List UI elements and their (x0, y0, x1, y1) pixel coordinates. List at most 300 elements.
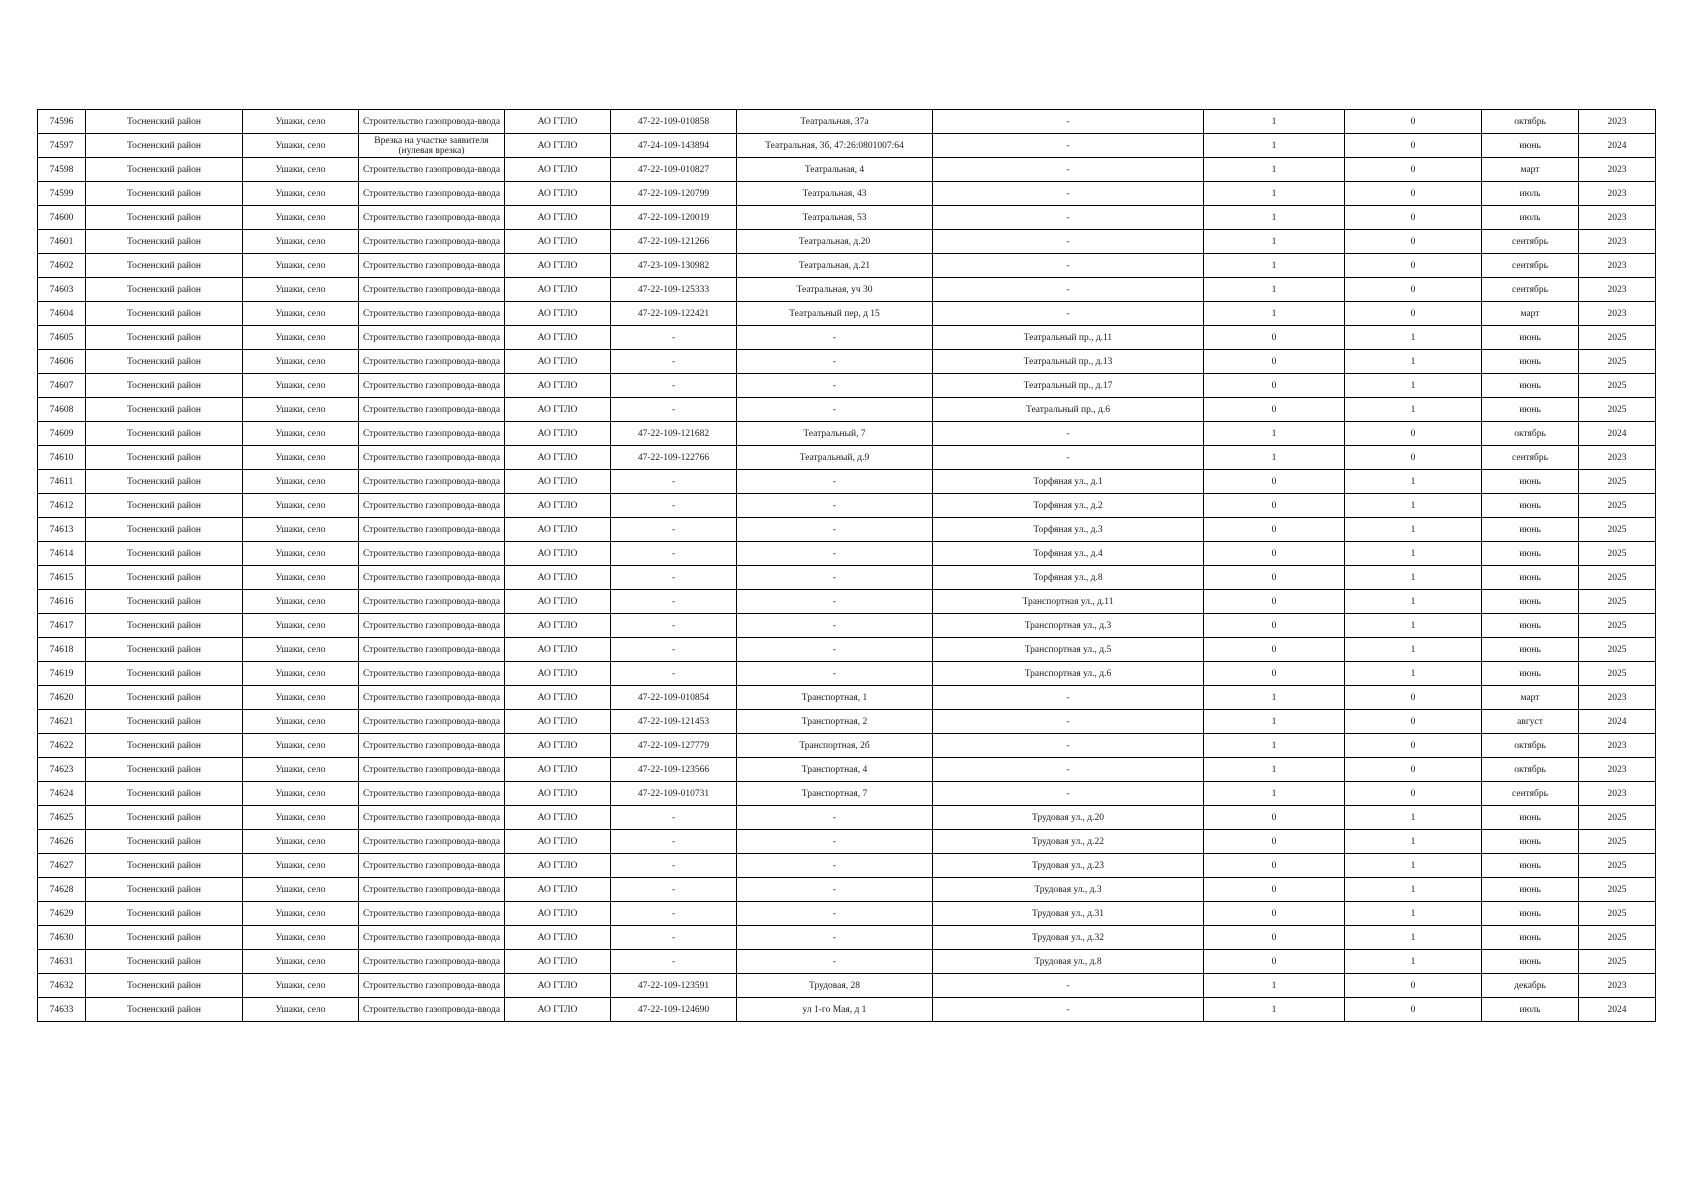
organization-cell: АО ГТЛО (505, 326, 611, 350)
work-type-cell: Строительство газопровода-ввода (359, 206, 505, 230)
work-type-cell: Строительство газопровода-ввода (359, 110, 505, 134)
address-cell: - (737, 398, 933, 422)
settlement-cell: Ушаки, село (243, 494, 359, 518)
row-id-cell: 74624 (38, 782, 86, 806)
count-existing-cell: 1 (1204, 422, 1345, 446)
work-type-cell: Строительство газопровода-ввода (359, 902, 505, 926)
row-id-cell: 74606 (38, 350, 86, 374)
row-id-cell: 74605 (38, 326, 86, 350)
work-type-cell: Строительство газопровода-ввода (359, 638, 505, 662)
work-type-cell: Строительство газопровода-ввода (359, 158, 505, 182)
application-number-cell: 47-22-109-010858 (611, 110, 737, 134)
month-cell: июнь (1482, 470, 1579, 494)
work-type-cell: Строительство газопровода-ввода (359, 374, 505, 398)
work-type-cell: Строительство газопровода-ввода (359, 950, 505, 974)
district-cell: Тосненский район (86, 542, 243, 566)
settlement-cell: Ушаки, село (243, 686, 359, 710)
settlement-cell: Ушаки, село (243, 446, 359, 470)
application-number-cell: - (611, 950, 737, 974)
row-id-cell: 74608 (38, 398, 86, 422)
district-cell: Тосненский район (86, 110, 243, 134)
work-type-cell: Строительство газопровода-ввода (359, 494, 505, 518)
month-cell: октябрь (1482, 422, 1579, 446)
table-row (38, 638, 1656, 662)
work-type-cell: Врезка на участке заявителя (нулевая врезка) (359, 134, 505, 158)
address-cell: - (737, 878, 933, 902)
application-number-cell: 47-22-109-127779 (611, 734, 737, 758)
application-number-cell: - (611, 590, 737, 614)
row-id-cell: 74609 (38, 422, 86, 446)
organization-cell: АО ГТЛО (505, 782, 611, 806)
count-existing-cell: 0 (1204, 854, 1345, 878)
month-cell: июнь (1482, 134, 1579, 158)
count-existing-cell: 1 (1204, 206, 1345, 230)
year-cell: 2025 (1579, 374, 1656, 398)
organization-cell: АО ГТЛО (505, 806, 611, 830)
month-cell: июнь (1482, 638, 1579, 662)
planned-address-cell: - (933, 782, 1204, 806)
application-number-cell: 47-22-109-010731 (611, 782, 737, 806)
count-existing-cell: 0 (1204, 662, 1345, 686)
month-cell: сентябрь (1482, 230, 1579, 254)
planned-address-cell: Транспортная ул., д.3 (933, 614, 1204, 638)
work-type-cell: Строительство газопровода-ввода (359, 614, 505, 638)
planned-address-cell: Трудовая ул., д.3 (933, 878, 1204, 902)
address-cell: - (737, 902, 933, 926)
organization-cell: АО ГТЛО (505, 398, 611, 422)
work-type-cell: Строительство газопровода-ввода (359, 470, 505, 494)
year-cell: 2025 (1579, 590, 1656, 614)
organization-cell: АО ГТЛО (505, 974, 611, 998)
year-cell: 2023 (1579, 782, 1656, 806)
district-cell: Тосненский район (86, 134, 243, 158)
count-existing-cell: 1 (1204, 446, 1345, 470)
application-number-cell: 47-22-109-122421 (611, 302, 737, 326)
year-cell: 2023 (1579, 446, 1656, 470)
district-cell: Тосненский район (86, 926, 243, 950)
district-cell: Тосненский район (86, 950, 243, 974)
application-number-cell: 47-22-109-124690 (611, 998, 737, 1022)
row-id-cell: 74633 (38, 998, 86, 1022)
application-number-cell: 47-22-109-123566 (611, 758, 737, 782)
district-cell: Тосненский район (86, 518, 243, 542)
address-cell: Транспортная, 4 (737, 758, 933, 782)
table-row (38, 494, 1656, 518)
district-cell: Тосненский район (86, 710, 243, 734)
organization-cell: АО ГТЛО (505, 230, 611, 254)
planned-address-cell: - (933, 230, 1204, 254)
count-existing-cell: 0 (1204, 830, 1345, 854)
table-row (38, 974, 1656, 998)
settlement-cell: Ушаки, село (243, 638, 359, 662)
count-existing-cell: 0 (1204, 902, 1345, 926)
count-planned-cell: 0 (1345, 782, 1482, 806)
count-existing-cell: 0 (1204, 590, 1345, 614)
application-number-cell: 47-22-109-121453 (611, 710, 737, 734)
row-id-cell: 74620 (38, 686, 86, 710)
settlement-cell: Ушаки, село (243, 830, 359, 854)
district-cell: Тосненский район (86, 374, 243, 398)
count-existing-cell: 1 (1204, 110, 1345, 134)
settlement-cell: Ушаки, село (243, 326, 359, 350)
count-planned-cell: 1 (1345, 470, 1482, 494)
work-type-cell: Строительство газопровода-ввода (359, 830, 505, 854)
count-existing-cell: 0 (1204, 326, 1345, 350)
address-cell: - (737, 926, 933, 950)
gas-connection-table (37, 109, 1656, 1022)
count-planned-cell: 0 (1345, 158, 1482, 182)
district-cell: Тосненский район (86, 614, 243, 638)
month-cell: июль (1482, 206, 1579, 230)
count-planned-cell: 0 (1345, 710, 1482, 734)
table-row (38, 926, 1656, 950)
address-cell: Трудовая, 28 (737, 974, 933, 998)
district-cell: Тосненский район (86, 734, 243, 758)
address-cell: Театральный пер, д 15 (737, 302, 933, 326)
settlement-cell: Ушаки, село (243, 974, 359, 998)
table-row (38, 590, 1656, 614)
district-cell: Тосненский район (86, 974, 243, 998)
table-row (38, 998, 1656, 1022)
year-cell: 2025 (1579, 542, 1656, 566)
table-row (38, 254, 1656, 278)
count-planned-cell: 1 (1345, 926, 1482, 950)
year-cell: 2023 (1579, 734, 1656, 758)
month-cell: сентябрь (1482, 254, 1579, 278)
table-row (38, 902, 1656, 926)
work-type-cell: Строительство газопровода-ввода (359, 662, 505, 686)
year-cell: 2025 (1579, 926, 1656, 950)
work-type-cell: Строительство газопровода-ввода (359, 710, 505, 734)
year-cell: 2025 (1579, 398, 1656, 422)
application-number-cell: - (611, 566, 737, 590)
row-id-cell: 74611 (38, 470, 86, 494)
count-existing-cell: 1 (1204, 134, 1345, 158)
table-row (38, 398, 1656, 422)
planned-address-cell: - (933, 710, 1204, 734)
organization-cell: АО ГТЛО (505, 206, 611, 230)
address-cell: - (737, 542, 933, 566)
planned-address-cell: - (933, 998, 1204, 1022)
table-row (38, 182, 1656, 206)
count-existing-cell: 1 (1204, 734, 1345, 758)
count-existing-cell: 1 (1204, 758, 1345, 782)
address-cell: - (737, 614, 933, 638)
count-planned-cell: 0 (1345, 110, 1482, 134)
district-cell: Тосненский район (86, 854, 243, 878)
settlement-cell: Ушаки, село (243, 806, 359, 830)
table-row (38, 566, 1656, 590)
settlement-cell: Ушаки, село (243, 590, 359, 614)
count-existing-cell: 0 (1204, 374, 1345, 398)
organization-cell: АО ГТЛО (505, 494, 611, 518)
planned-address-cell: - (933, 446, 1204, 470)
organization-cell: АО ГТЛО (505, 518, 611, 542)
table-row (38, 614, 1656, 638)
year-cell: 2023 (1579, 182, 1656, 206)
application-number-cell: 47-24-109-143894 (611, 134, 737, 158)
work-type-cell: Строительство газопровода-ввода (359, 734, 505, 758)
year-cell: 2025 (1579, 614, 1656, 638)
count-existing-cell: 1 (1204, 278, 1345, 302)
address-cell: - (737, 326, 933, 350)
work-type-cell: Строительство газопровода-ввода (359, 590, 505, 614)
count-planned-cell: 1 (1345, 878, 1482, 902)
count-existing-cell: 1 (1204, 302, 1345, 326)
organization-cell: АО ГТЛО (505, 950, 611, 974)
month-cell: июнь (1482, 662, 1579, 686)
count-planned-cell: 1 (1345, 950, 1482, 974)
organization-cell: АО ГТЛО (505, 902, 611, 926)
count-planned-cell: 1 (1345, 566, 1482, 590)
district-cell: Тосненский район (86, 902, 243, 926)
month-cell: июнь (1482, 926, 1579, 950)
planned-address-cell: - (933, 254, 1204, 278)
row-id-cell: 74619 (38, 662, 86, 686)
organization-cell: АО ГТЛО (505, 998, 611, 1022)
year-cell: 2025 (1579, 350, 1656, 374)
count-existing-cell: 0 (1204, 566, 1345, 590)
count-planned-cell: 1 (1345, 638, 1482, 662)
count-existing-cell: 0 (1204, 638, 1345, 662)
organization-cell: АО ГТЛО (505, 446, 611, 470)
count-planned-cell: 0 (1345, 134, 1482, 158)
year-cell: 2025 (1579, 806, 1656, 830)
month-cell: июль (1482, 182, 1579, 206)
settlement-cell: Ушаки, село (243, 758, 359, 782)
count-planned-cell: 0 (1345, 998, 1482, 1022)
application-number-cell: - (611, 518, 737, 542)
count-planned-cell: 1 (1345, 662, 1482, 686)
work-type-cell: Строительство газопровода-ввода (359, 806, 505, 830)
application-number-cell: - (611, 398, 737, 422)
application-number-cell: 47-22-109-010854 (611, 686, 737, 710)
application-number-cell: 47-22-109-121266 (611, 230, 737, 254)
work-type-cell: Строительство газопровода-ввода (359, 782, 505, 806)
settlement-cell: Ушаки, село (243, 470, 359, 494)
application-number-cell: - (611, 494, 737, 518)
count-planned-cell: 0 (1345, 974, 1482, 998)
application-number-cell: - (611, 542, 737, 566)
organization-cell: АО ГТЛО (505, 614, 611, 638)
address-cell: - (737, 566, 933, 590)
table-row (38, 302, 1656, 326)
count-planned-cell: 0 (1345, 182, 1482, 206)
settlement-cell: Ушаки, село (243, 878, 359, 902)
table-row (38, 518, 1656, 542)
month-cell: июль (1482, 998, 1579, 1022)
application-number-cell: - (611, 662, 737, 686)
planned-address-cell: - (933, 686, 1204, 710)
count-existing-cell: 1 (1204, 998, 1345, 1022)
district-cell: Тосненский район (86, 422, 243, 446)
settlement-cell: Ушаки, село (243, 902, 359, 926)
row-id-cell: 74597 (38, 134, 86, 158)
address-cell: Транспортная, 1 (737, 686, 933, 710)
district-cell: Тосненский район (86, 278, 243, 302)
table-row (38, 446, 1656, 470)
settlement-cell: Ушаки, село (243, 302, 359, 326)
settlement-cell: Ушаки, село (243, 134, 359, 158)
district-cell: Тосненский район (86, 350, 243, 374)
planned-address-cell: Торфяная ул., д.8 (933, 566, 1204, 590)
row-id-cell: 74600 (38, 206, 86, 230)
month-cell: июнь (1482, 902, 1579, 926)
address-cell: Театральная, 37а (737, 110, 933, 134)
count-existing-cell: 1 (1204, 710, 1345, 734)
planned-address-cell: Трудовая ул., д.23 (933, 854, 1204, 878)
year-cell: 2023 (1579, 206, 1656, 230)
work-type-cell: Строительство газопровода-ввода (359, 398, 505, 422)
organization-cell: АО ГТЛО (505, 758, 611, 782)
year-cell: 2025 (1579, 854, 1656, 878)
month-cell: июнь (1482, 518, 1579, 542)
planned-address-cell: Трудовая ул., д.31 (933, 902, 1204, 926)
table-row (38, 326, 1656, 350)
count-existing-cell: 0 (1204, 542, 1345, 566)
address-cell: Театральный, 7 (737, 422, 933, 446)
row-id-cell: 74616 (38, 590, 86, 614)
row-id-cell: 74615 (38, 566, 86, 590)
month-cell: июнь (1482, 830, 1579, 854)
address-cell: Театральная, 43 (737, 182, 933, 206)
table-row (38, 374, 1656, 398)
table-row (38, 158, 1656, 182)
row-id-cell: 74630 (38, 926, 86, 950)
count-existing-cell: 1 (1204, 974, 1345, 998)
address-cell: Театральная, 4 (737, 158, 933, 182)
organization-cell: АО ГТЛО (505, 926, 611, 950)
year-cell: 2023 (1579, 230, 1656, 254)
month-cell: июнь (1482, 350, 1579, 374)
organization-cell: АО ГТЛО (505, 374, 611, 398)
application-number-cell: - (611, 374, 737, 398)
address-cell: Транспортная, 2б (737, 734, 933, 758)
organization-cell: АО ГТЛО (505, 734, 611, 758)
row-id-cell: 74598 (38, 158, 86, 182)
count-planned-cell: 0 (1345, 686, 1482, 710)
table-row (38, 206, 1656, 230)
year-cell: 2025 (1579, 518, 1656, 542)
month-cell: июнь (1482, 398, 1579, 422)
planned-address-cell: - (933, 110, 1204, 134)
table-row (38, 422, 1656, 446)
work-type-cell: Строительство газопровода-ввода (359, 686, 505, 710)
address-cell: Театральная, д.20 (737, 230, 933, 254)
table-row (38, 110, 1656, 134)
district-cell: Тосненский район (86, 206, 243, 230)
address-cell: - (737, 374, 933, 398)
row-id-cell: 74623 (38, 758, 86, 782)
district-cell: Тосненский район (86, 878, 243, 902)
year-cell: 2023 (1579, 758, 1656, 782)
count-planned-cell: 1 (1345, 518, 1482, 542)
work-type-cell: Строительство газопровода-ввода (359, 542, 505, 566)
planned-address-cell: Театральный пр., д.17 (933, 374, 1204, 398)
planned-address-cell: - (933, 758, 1204, 782)
application-number-cell: - (611, 326, 737, 350)
table-row (38, 710, 1656, 734)
settlement-cell: Ушаки, село (243, 110, 359, 134)
table-row (38, 542, 1656, 566)
month-cell: октябрь (1482, 110, 1579, 134)
settlement-cell: Ушаки, село (243, 278, 359, 302)
organization-cell: АО ГТЛО (505, 350, 611, 374)
work-type-cell: Строительство газопровода-ввода (359, 350, 505, 374)
count-existing-cell: 1 (1204, 158, 1345, 182)
organization-cell: АО ГТЛО (505, 182, 611, 206)
settlement-cell: Ушаки, село (243, 254, 359, 278)
settlement-cell: Ушаки, село (243, 542, 359, 566)
month-cell: июнь (1482, 374, 1579, 398)
month-cell: июнь (1482, 542, 1579, 566)
work-type-cell: Строительство газопровода-ввода (359, 446, 505, 470)
month-cell: июнь (1482, 806, 1579, 830)
organization-cell: АО ГТЛО (505, 878, 611, 902)
district-cell: Тосненский район (86, 326, 243, 350)
address-cell: Театральная, уч 30 (737, 278, 933, 302)
year-cell: 2024 (1579, 998, 1656, 1022)
planned-address-cell: Торфяная ул., д.3 (933, 518, 1204, 542)
month-cell: август (1482, 710, 1579, 734)
year-cell: 2023 (1579, 158, 1656, 182)
organization-cell: АО ГТЛО (505, 590, 611, 614)
work-type-cell: Строительство газопровода-ввода (359, 854, 505, 878)
address-cell: Транспортная, 7 (737, 782, 933, 806)
district-cell: Тосненский район (86, 998, 243, 1022)
settlement-cell: Ушаки, село (243, 854, 359, 878)
row-id-cell: 74604 (38, 302, 86, 326)
count-planned-cell: 0 (1345, 422, 1482, 446)
application-number-cell: - (611, 806, 737, 830)
organization-cell: АО ГТЛО (505, 686, 611, 710)
count-existing-cell: 0 (1204, 398, 1345, 422)
work-type-cell: Строительство газопровода-ввода (359, 326, 505, 350)
month-cell: октябрь (1482, 758, 1579, 782)
organization-cell: АО ГТЛО (505, 470, 611, 494)
table-row (38, 134, 1656, 158)
planned-address-cell: - (933, 422, 1204, 446)
address-cell: - (737, 950, 933, 974)
planned-address-cell: Торфяная ул., д.4 (933, 542, 1204, 566)
district-cell: Тосненский район (86, 470, 243, 494)
year-cell: 2025 (1579, 470, 1656, 494)
year-cell: 2025 (1579, 326, 1656, 350)
count-existing-cell: 0 (1204, 806, 1345, 830)
month-cell: июнь (1482, 566, 1579, 590)
organization-cell: АО ГТЛО (505, 278, 611, 302)
count-existing-cell: 0 (1204, 950, 1345, 974)
settlement-cell: Ушаки, село (243, 710, 359, 734)
organization-cell: АО ГТЛО (505, 854, 611, 878)
address-cell: - (737, 518, 933, 542)
year-cell: 2025 (1579, 494, 1656, 518)
application-number-cell: - (611, 830, 737, 854)
planned-address-cell: Трудовая ул., д.32 (933, 926, 1204, 950)
organization-cell: АО ГТЛО (505, 710, 611, 734)
row-id-cell: 74596 (38, 110, 86, 134)
month-cell: декабрь (1482, 974, 1579, 998)
work-type-cell: Строительство газопровода-ввода (359, 278, 505, 302)
application-number-cell: - (611, 902, 737, 926)
work-type-cell: Строительство газопровода-ввода (359, 974, 505, 998)
planned-address-cell: Театральный пр., д.11 (933, 326, 1204, 350)
district-cell: Тосненский район (86, 158, 243, 182)
settlement-cell: Ушаки, село (243, 614, 359, 638)
application-number-cell: - (611, 614, 737, 638)
year-cell: 2025 (1579, 830, 1656, 854)
work-type-cell: Строительство газопровода-ввода (359, 182, 505, 206)
